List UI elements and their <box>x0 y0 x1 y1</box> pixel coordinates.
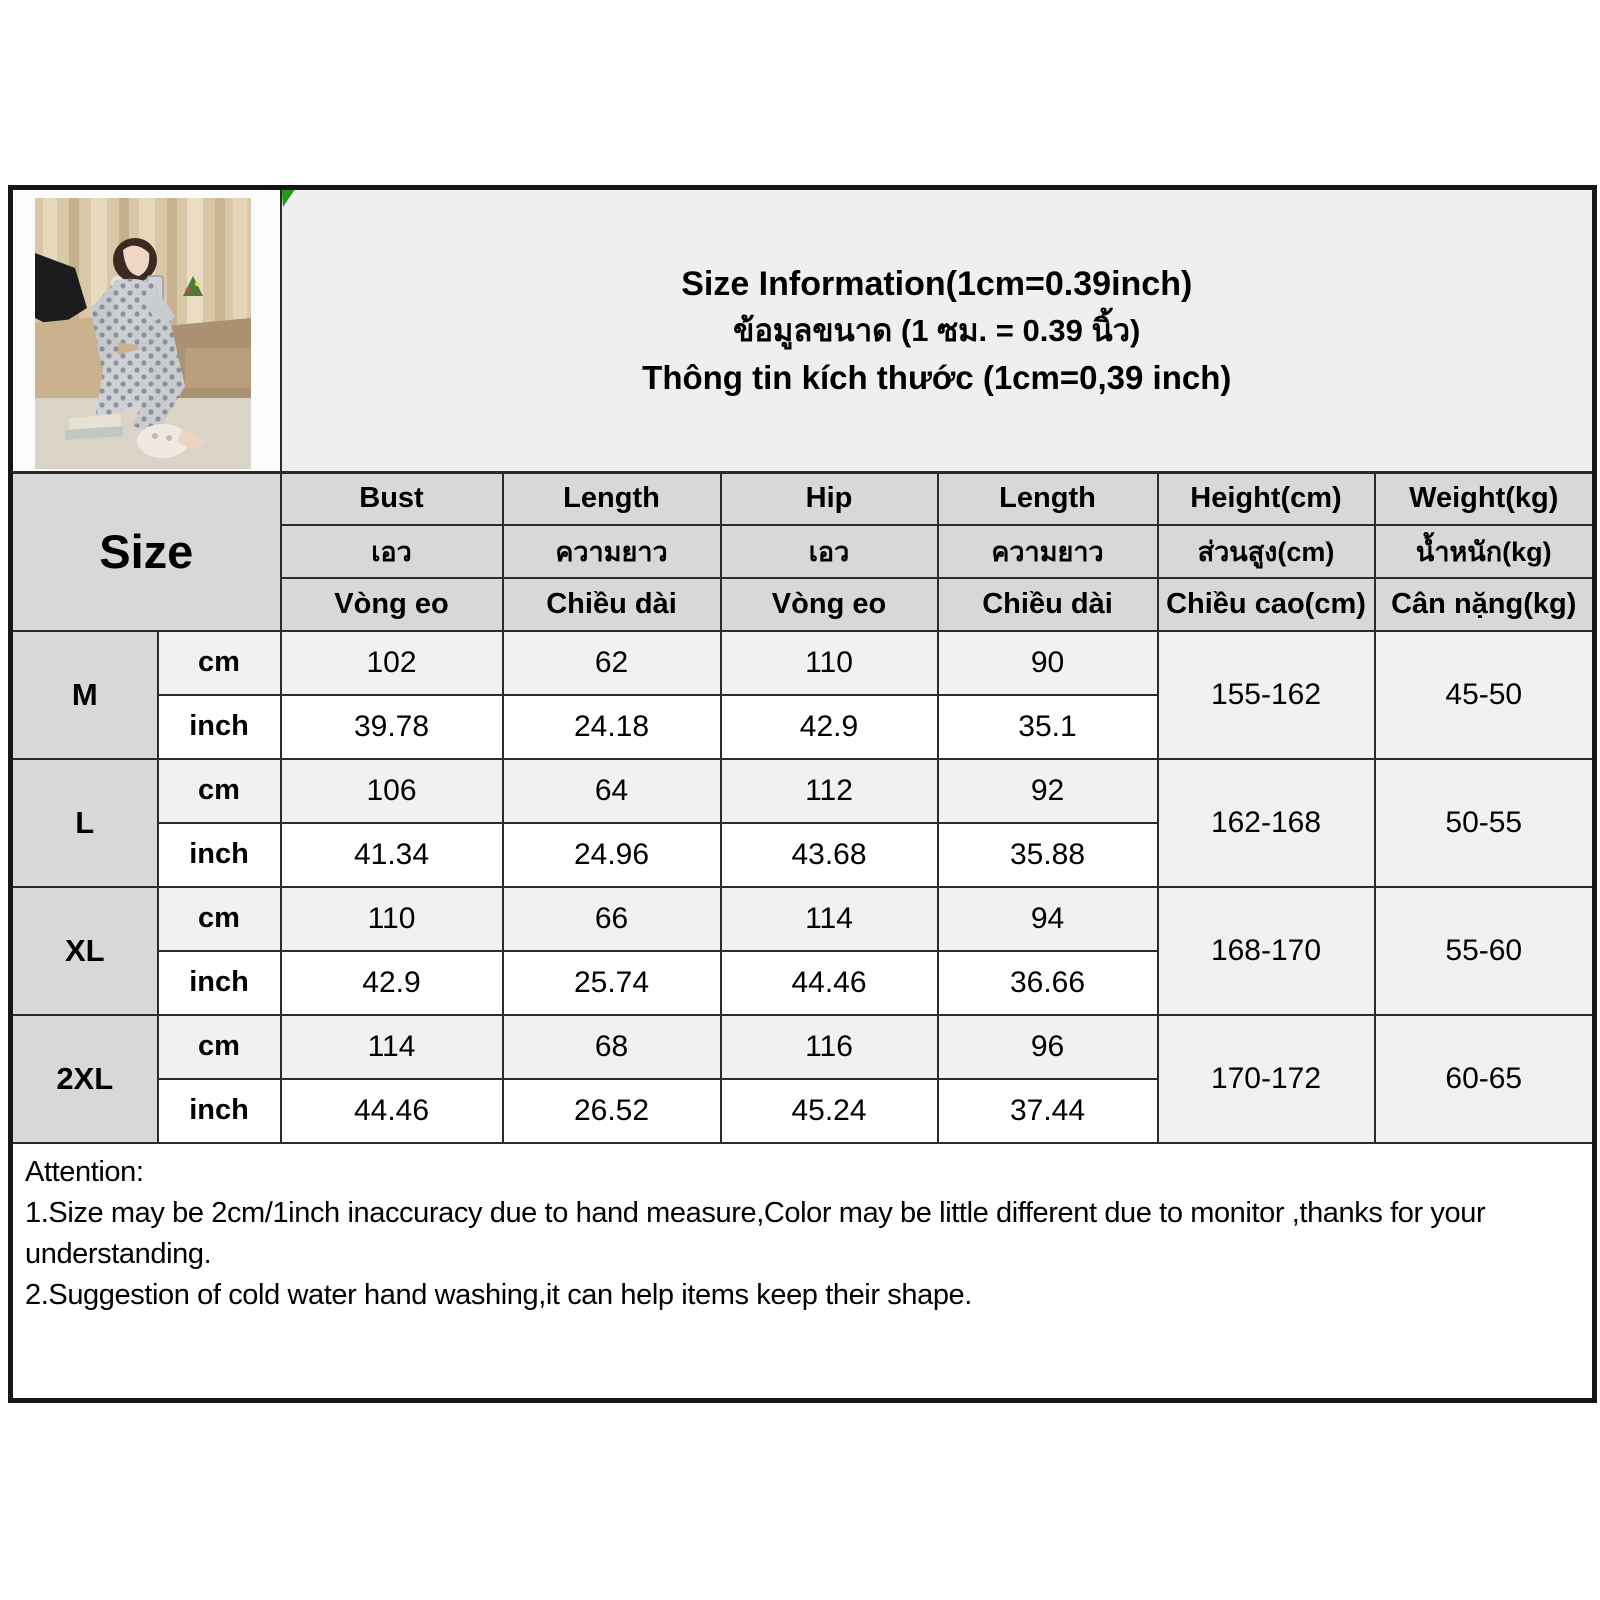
col-header-height-en: Height(cm) <box>1158 473 1375 525</box>
table-row <box>11 631 1595 695</box>
2xl-height-range: 170-172 <box>1158 1015 1375 1143</box>
col-header-height-vi: Chiều cao(cm) <box>1158 578 1375 631</box>
l-bust-cm: 106 <box>281 759 503 823</box>
l-weight-range: 50-55 <box>1375 759 1595 887</box>
m-bust-cm: 102 <box>281 631 503 695</box>
xl-bust-inch: 42.9 <box>281 951 503 1015</box>
xl-length1-inch: 25.74 <box>503 951 721 1015</box>
size-table <box>8 185 1597 1403</box>
size-label-xl: XL <box>11 887 158 1015</box>
col-header-length2-vi: Chiều dài <box>938 578 1158 631</box>
xl-hip-inch: 44.46 <box>721 951 938 1015</box>
table-row <box>11 759 1595 823</box>
2xl-hip-inch: 45.24 <box>721 1079 938 1143</box>
l-hip-cm: 112 <box>721 759 938 823</box>
m-hip-cm: 110 <box>721 631 938 695</box>
l-height-range: 162-168 <box>1158 759 1375 887</box>
col-header-weight-vi: Cân nặng(kg) <box>1375 578 1595 631</box>
l-length2-cm: 92 <box>938 759 1158 823</box>
table-row <box>11 1015 1595 1079</box>
m-hip-inch: 42.9 <box>721 695 938 759</box>
2xl-bust-cm: 114 <box>281 1015 503 1079</box>
m-weight-range: 45-50 <box>1375 631 1595 759</box>
l-length1-inch: 24.96 <box>503 823 721 887</box>
xl-length1-cm: 66 <box>503 887 721 951</box>
size-header: Size <box>11 473 281 631</box>
xl-hip-cm: 114 <box>721 887 938 951</box>
xl-height-range: 168-170 <box>1158 887 1375 1015</box>
unit-label: inch <box>158 951 281 1015</box>
title-vietnamese: Thông tin kích thước (1cm=0,39 inch) <box>642 358 1232 396</box>
unit-label: cm <box>158 887 281 951</box>
unit-label: inch <box>158 695 281 759</box>
m-length2-inch: 35.1 <box>938 695 1158 759</box>
attention-row <box>11 1143 1595 1401</box>
l-hip-inch: 43.68 <box>721 823 938 887</box>
col-header-length1-vi: Chiều dài <box>503 578 721 631</box>
l-length1-cm: 64 <box>503 759 721 823</box>
xl-length2-cm: 94 <box>938 887 1158 951</box>
2xl-bust-inch: 44.46 <box>281 1079 503 1143</box>
xl-weight-range: 55-60 <box>1375 887 1595 1015</box>
corner-flag-icon <box>282 190 295 207</box>
col-header-length1-th: ความยาว <box>503 525 721 578</box>
col-header-bust-th: เอว <box>281 525 503 578</box>
2xl-hip-cm: 116 <box>721 1015 938 1079</box>
m-length1-inch: 24.18 <box>503 695 721 759</box>
2xl-length2-inch: 37.44 <box>938 1079 1158 1143</box>
size-label-l: L <box>11 759 158 887</box>
col-header-hip-th: เอว <box>721 525 938 578</box>
m-bust-inch: 39.78 <box>281 695 503 759</box>
size-label-2xl: 2XL <box>11 1015 158 1143</box>
col-header-bust-en: Bust <box>281 473 503 525</box>
attention-heading: Attention: <box>25 1155 144 1188</box>
title-english: Size Information(1cm=0.39inch) <box>681 264 1193 303</box>
unit-label: cm <box>158 759 281 823</box>
unit-label: inch <box>158 1079 281 1143</box>
col-header-length2-en: Length <box>938 473 1158 525</box>
col-header-length2-th: ความยาว <box>938 525 1158 578</box>
m-height-range: 155-162 <box>1158 631 1375 759</box>
size-chart-sheet <box>8 185 1597 1403</box>
col-header-weight-th: น้ำหนัก(kg) <box>1375 525 1595 578</box>
xl-bust-cm: 110 <box>281 887 503 951</box>
header-row-english <box>11 473 1595 525</box>
col-header-hip-en: Hip <box>721 473 938 525</box>
2xl-length1-inch: 26.52 <box>503 1079 721 1143</box>
attention-item-2: 2.Suggestion of cold water hand washing,it can help items keep their shape. <box>25 1278 972 1311</box>
xl-length2-inch: 36.66 <box>938 951 1158 1015</box>
size-label-m: M <box>11 631 158 759</box>
m-length1-cm: 62 <box>503 631 721 695</box>
col-header-height-th: ส่วนสูง(cm) <box>1158 525 1375 578</box>
unit-label: cm <box>158 1015 281 1079</box>
attention-item-1: 1.Size may be 2cm/1inch inaccuracy due to hand measure,Color may be little different due to monitor ,thanks for your understanding. <box>25 1196 1486 1270</box>
2xl-weight-range: 60-65 <box>1375 1015 1595 1143</box>
m-length2-cm: 90 <box>938 631 1158 695</box>
l-length2-inch: 35.88 <box>938 823 1158 887</box>
unit-label: cm <box>158 631 281 695</box>
title-thai: ข้อมูลขนาด (1 ซม. = 0.39 นิ้ว) <box>733 312 1141 348</box>
l-bust-inch: 41.34 <box>281 823 503 887</box>
col-header-bust-vi: Vòng eo <box>281 578 503 631</box>
product-photo-cell <box>11 188 281 473</box>
product-photo <box>35 198 251 469</box>
title-cell <box>281 188 1595 473</box>
unit-label: inch <box>158 823 281 887</box>
col-header-weight-en: Weight(kg) <box>1375 473 1595 525</box>
table-row <box>11 887 1595 951</box>
col-header-hip-vi: Vòng eo <box>721 578 938 631</box>
2xl-length2-cm: 96 <box>938 1015 1158 1079</box>
2xl-length1-cm: 68 <box>503 1015 721 1079</box>
col-header-length1-en: Length <box>503 473 721 525</box>
attention-cell <box>11 1143 1595 1401</box>
top-band <box>11 188 1595 473</box>
